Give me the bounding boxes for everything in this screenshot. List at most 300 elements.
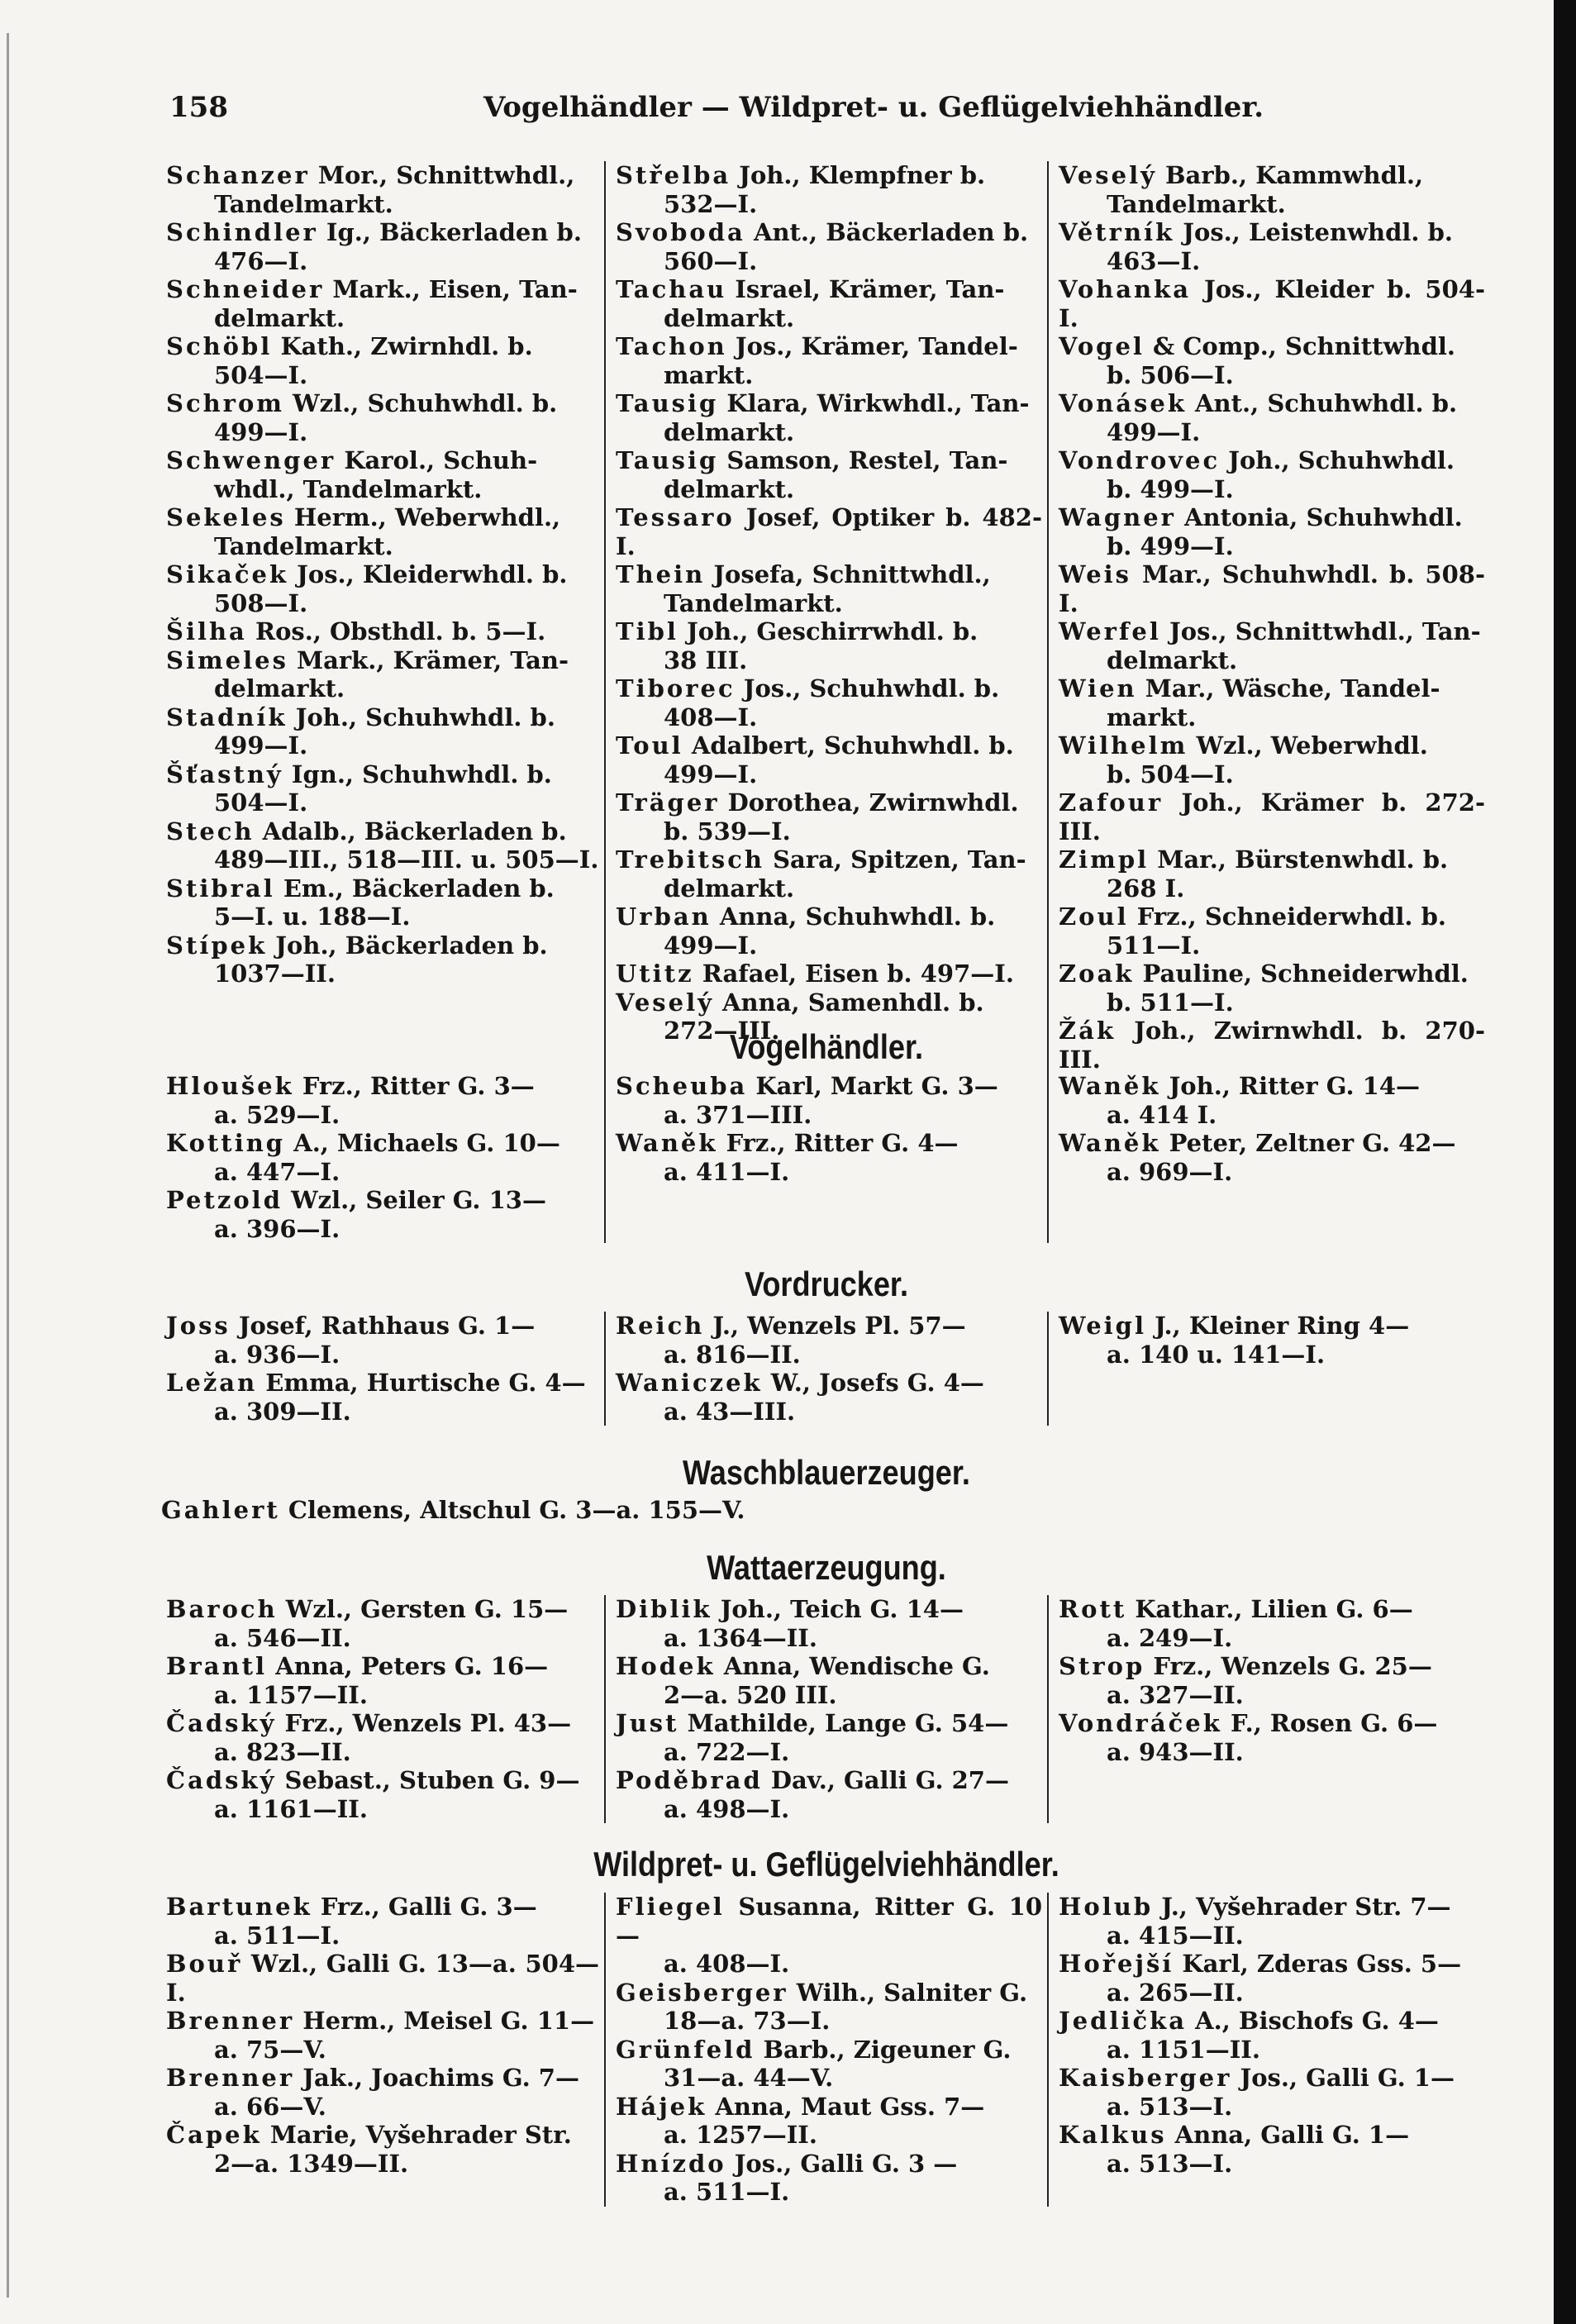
entry-detail: Peter, Zeltner G. 42— (1169, 1129, 1456, 1157)
directory-entry (616, 1312, 1042, 1369)
directory-entry (616, 1893, 1042, 1979)
waschblau-entry (161, 1496, 1492, 1524)
entry-name: Wagner (1059, 503, 1176, 531)
directory-entry (166, 446, 599, 503)
column-3 (1047, 161, 1490, 1074)
directory-entry (616, 560, 1042, 617)
column-1 (161, 1312, 604, 1426)
entry-name: Schwenger (166, 446, 336, 474)
directory-entry (1059, 560, 1485, 617)
entry-name: Strop (1059, 1652, 1145, 1680)
entry-detail: Em., Bäckerladen b. (283, 874, 555, 902)
entry-detail: Jos., Kleider b. 504-I. (1059, 275, 1485, 332)
directory-entry (166, 2007, 599, 2064)
directory-entry (166, 1950, 599, 2007)
entry-continuation: a. 75—V. (214, 2035, 326, 2064)
entry-name: Scheuba (616, 1072, 748, 1100)
column-3 (1047, 1893, 1490, 2207)
entry-detail: A., Michaels G. 10— (293, 1129, 560, 1157)
entry-name: Šťastný (166, 760, 283, 788)
entry-continuation: a. 411—I. (664, 1157, 790, 1186)
entry-detail: Adalbert, Schuhwhdl. b. (691, 731, 1014, 760)
entry-continuation: 511—I. (1107, 931, 1201, 960)
entry-detail: Barb., Kammwhdl., (1165, 161, 1424, 189)
entry-name: Stibral (166, 874, 275, 902)
directory-entry (166, 1369, 599, 1426)
entry-continuation: 408—I. (664, 702, 758, 731)
entry-detail: Joh., Krämer b. 272-III. (1059, 788, 1485, 845)
entry-detail: Frz., Schneiderwhdl. b. (1136, 902, 1447, 931)
entry-detail: J., Kleiner Ring 4— (1155, 1312, 1410, 1340)
entry-name: Kotting (166, 1129, 286, 1157)
entry-name: Joss (166, 1312, 231, 1340)
section-title-waschblau: Waschblauerzeuger. (683, 1453, 970, 1492)
entry-detail: Wzl., Seiler G. 13— (291, 1186, 546, 1214)
entry-detail: A., Bischofs G. 4— (1195, 2007, 1439, 2035)
entry-detail: Wzl., Weberwhdl. (1196, 731, 1428, 760)
entry-detail: Joh., Geschirrwhdl. b. (687, 617, 978, 645)
entry-detail: Susanna, Ritter G. 10— (616, 1893, 1042, 1950)
directory-entry (616, 845, 1042, 902)
entry-name: Tausig (616, 389, 719, 417)
entry-name: Vondrovec (1059, 446, 1221, 474)
entry-name: Brenner (166, 2064, 295, 2092)
entry-name: Stech (166, 817, 255, 845)
entry-continuation: 504—I. (214, 360, 308, 389)
entry-continuation: a. 513—I. (1107, 2092, 1233, 2121)
entry-continuation: 499—I. (1107, 417, 1201, 446)
entry-name: Tiborec (616, 674, 736, 702)
entry-detail: Ign., Schuhwhdl. b. (291, 760, 552, 788)
entry-continuation: a. 265—II. (1107, 1978, 1244, 2007)
entry-detail: Joh., Schuhwhdl. (1228, 446, 1455, 474)
entry-name: Tessaro (616, 503, 735, 531)
entry-detail: Dorothea, Zwirnwhdl. (727, 788, 1019, 817)
entry-name: Waněk (1059, 1129, 1161, 1157)
entry-name: Schneider (166, 275, 325, 303)
entry-continuation: delmarkt. (1107, 645, 1238, 674)
entry-continuation: b. 499—I. (1107, 474, 1234, 503)
entry-continuation: a. 43—III. (664, 1397, 796, 1426)
directory-entry (166, 1129, 599, 1186)
entry-detail: Ros., Obsthdl. b. 5—I. (255, 617, 546, 645)
directory-entry (166, 275, 599, 332)
entry-continuation: a. 249—I. (1107, 1623, 1233, 1652)
entry-name: Poděbrad (616, 1766, 763, 1794)
directory-entry (616, 674, 1042, 731)
entry-name: Střelba (616, 161, 731, 189)
entry-continuation: 2—a. 1349—II. (214, 2149, 409, 2178)
entry-continuation: Tandelmarkt. (214, 189, 393, 218)
entry-continuation: a. 936—I. (214, 1340, 340, 1369)
entry-continuation: b. 504—I. (1107, 760, 1234, 788)
directory-entry (166, 1766, 599, 1823)
entry-detail: Josef, Optiker b. 482-I. (616, 503, 1042, 560)
entry-detail: Ig., Bäckerladen b. (326, 218, 582, 246)
entry-name: Schanzer (166, 161, 310, 189)
entry-name: Geisberger (616, 1978, 788, 2007)
directory-entry (616, 1072, 1042, 1129)
entry-name: Bartunek (166, 1893, 312, 1921)
directory-entry (616, 218, 1042, 275)
page-spine-edge (7, 33, 9, 2298)
entry-continuation: b. 506—I. (1107, 360, 1234, 389)
entry-continuation: 268 I. (1107, 874, 1185, 902)
directory-entry (616, 1979, 1042, 2036)
directory-entry (1059, 1129, 1485, 1186)
entry-name: Fliegel (616, 1893, 725, 1921)
directory-entry (616, 1652, 1042, 1709)
entry-name: Čadský (166, 1766, 277, 1794)
entry-continuation: 31—a. 44—V. (664, 2064, 834, 2092)
entry-name: Waniczek (616, 1369, 763, 1397)
wildpret-columns (161, 1893, 1492, 2207)
directory-entry (166, 931, 599, 988)
directory-entry (1059, 1709, 1485, 1766)
directory-entry (616, 617, 1042, 674)
vogelhaendler-columns (161, 1072, 1492, 1243)
entry-continuation: a. 66—V. (214, 2092, 326, 2121)
entry-detail: Dav., Galli G. 27— (770, 1766, 1009, 1794)
entry-name: Werfel (1059, 617, 1161, 645)
entry-detail: Wilh., Salniter G. (796, 1978, 1028, 2007)
entry-continuation: 532—I. (664, 189, 758, 218)
directory-entry (1059, 218, 1485, 275)
entry-continuation: markt. (664, 360, 754, 389)
directory-entry (1059, 960, 1485, 1017)
entry-detail: Jos., Leistenwhdl. b. (1183, 218, 1453, 246)
entry-name: Veselý (616, 988, 714, 1017)
entry-detail: Frz., Ritter G. 3— (302, 1072, 535, 1100)
entry-continuation: 38 III. (664, 645, 748, 674)
entry-name: Hořejší (1059, 1950, 1174, 1978)
directory-entry (166, 1186, 599, 1243)
directory-entry (1059, 389, 1485, 446)
entry-detail: Sara, Spitzen, Tan- (773, 845, 1026, 874)
entry-name: Brenner (166, 2007, 295, 2035)
entry-continuation: a. 1151—II. (1107, 2035, 1260, 2064)
entry-detail: Anna, Wendische G. (723, 1652, 990, 1680)
entry-continuation: a. 816—II. (664, 1340, 801, 1369)
directory-entry (166, 2064, 599, 2121)
entry-continuation: 499—I. (214, 417, 308, 446)
entry-detail: Mar., Bürstenwhdl. b. (1157, 845, 1449, 874)
directory-entry (1059, 902, 1485, 960)
page-number: 158 (169, 91, 228, 124)
entry-detail: Emma, Hurtische G. 4— (265, 1369, 586, 1397)
entry-continuation: a. 408—I. (664, 1950, 790, 1978)
entry-continuation: delmarkt. (664, 874, 795, 902)
directory-entry (166, 161, 599, 218)
entry-name: Zoul (1059, 902, 1129, 931)
entry-continuation: 2—a. 520 III. (664, 1680, 837, 1709)
entry-detail: Joh., Schuhwhdl. b. (295, 702, 555, 731)
entry-name: Reich (616, 1312, 705, 1340)
entry-name: Vohanka (1059, 275, 1192, 303)
entry-continuation: a. 415—II. (1107, 1921, 1244, 1950)
entry-detail: Anna, Galli G. 1— (1174, 2121, 1410, 2149)
entry-detail: Anna, Samenhdl. b. (722, 988, 984, 1017)
entry-detail: Josef, Rathhaus G. 1— (238, 1312, 536, 1340)
running-title: Vogelhändler — Wildpret- u. Geflügelviehhändler. (483, 91, 1264, 124)
entry-continuation: b. 539—I. (664, 817, 791, 845)
directory-entry (1059, 1595, 1485, 1652)
entry-name: Grünfeld (616, 2035, 755, 2064)
entry-name: Just (616, 1709, 679, 1737)
directory-entry (1059, 845, 1485, 902)
entry-detail: Barb., Zigeuner G. (763, 2035, 1012, 2064)
directory-entry (166, 817, 599, 874)
directory-entry (616, 446, 1042, 503)
entry-name: Träger (616, 788, 720, 817)
entry-continuation: a. 309—II. (214, 1397, 351, 1426)
directory-entry (616, 1709, 1042, 1766)
directory-entry (166, 1709, 599, 1766)
entry-detail: Karl, Markt G. 3— (755, 1072, 998, 1100)
directory-entry (616, 2093, 1042, 2150)
entry-detail: Josefa, Schnittwhdl., (713, 560, 991, 588)
entry-name: Rott (1059, 1595, 1127, 1623)
entry-name: Větrník (1059, 218, 1175, 246)
directory-entry (166, 2121, 599, 2178)
entry-name: Tachau (616, 275, 727, 303)
entry-name: Čapek (166, 2121, 262, 2149)
section-title-wildpret: Wildpret- u. Geflügelviehhändler. (593, 1845, 1059, 1883)
entry-name: Vondráček (1059, 1709, 1222, 1737)
entry-detail: Joh., Ritter G. 14— (1169, 1072, 1421, 1100)
entry-name: Jedlička (1059, 2007, 1188, 2035)
entry-continuation: 476—I. (214, 246, 308, 275)
entry-continuation: a. 969—I. (1107, 1157, 1233, 1186)
entry-name: Holub (1059, 1893, 1154, 1921)
directory-entry (166, 703, 599, 760)
directory-entry (166, 1652, 599, 1709)
section-title-vordrucker: Vordrucker. (744, 1264, 909, 1303)
entry-name: Waněk (1059, 1072, 1161, 1100)
directory-entry (1059, 2064, 1485, 2121)
entry-continuation: a. 1257—II. (664, 2121, 817, 2149)
entry-detail: Adalb., Bäckerladen b. (262, 817, 567, 845)
directory-entry (616, 960, 1042, 988)
column-3 (1047, 1595, 1490, 1823)
entry-name: Hnízdo (616, 2149, 726, 2178)
entry-name: Gahlert (161, 1496, 280, 1524)
entry-detail: Jos., Kleiderwhdl. b. (297, 560, 568, 588)
entry-detail: Herm., Weberwhdl., (293, 503, 561, 531)
entry-detail: Jos., Schuhwhdl. b. (743, 674, 1000, 702)
directory-entry (166, 218, 599, 275)
directory-entry (166, 874, 599, 931)
entry-detail: Samson, Restel, Tan- (726, 446, 1008, 474)
section-title-vogelhaendler: Vogelhändler. (729, 1027, 924, 1066)
column-1 (161, 1072, 604, 1243)
entry-detail: Frz., Ritter G. 4— (726, 1129, 959, 1157)
entry-continuation: a. 371—III. (664, 1100, 812, 1129)
entry-name: Bouř (166, 1950, 243, 1978)
directory-entry (166, 389, 599, 446)
directory-entry (616, 161, 1042, 218)
directory-entry (1059, 674, 1485, 731)
entry-continuation: a. 823—II. (214, 1737, 351, 1766)
directory-entry (616, 2150, 1042, 2207)
directory-entry (1059, 446, 1485, 503)
entry-name: Tachon (616, 332, 727, 360)
entry-continuation: 499—I. (664, 760, 758, 788)
entry-detail: Mark., Krämer, Tan- (297, 645, 569, 674)
entry-continuation: Tandelmarkt. (664, 588, 843, 617)
directory-entry (166, 503, 599, 560)
directory-entry (166, 646, 599, 703)
entry-name: Stípek (166, 931, 268, 960)
entry-continuation: a. 498—I. (664, 1794, 790, 1823)
entry-detail: Joh., Teich G. 14— (720, 1595, 964, 1623)
entry-detail: Mark., Eisen, Tan- (332, 275, 578, 303)
entry-detail: Pauline, Schneiderwhdl. (1142, 960, 1469, 988)
column-2 (604, 1893, 1047, 2207)
entry-continuation: Tandelmarkt. (1107, 189, 1286, 218)
directory-entry (1059, 161, 1485, 218)
directory-entry (166, 760, 599, 817)
entry-detail: Mor., Schnittwhdl., (317, 161, 575, 189)
entry-continuation: a. 1157—II. (214, 1680, 368, 1709)
entry-continuation: 272—III. (664, 1017, 780, 1045)
entry-continuation: a. 327—II. (1107, 1680, 1244, 1709)
entry-detail: J., Wenzels Pl. 57— (712, 1312, 966, 1340)
entry-continuation: a. 140 u. 141—I. (1107, 1340, 1326, 1369)
directory-entry (1059, 332, 1485, 389)
entry-continuation: a. 396—I. (214, 1214, 340, 1243)
entry-detail: Wzl., Galli G. 13—a. 504—I. (166, 1950, 599, 2007)
entry-continuation: delmarkt. (664, 474, 795, 503)
entry-detail: Wzl., Schuhwhdl. b. (293, 389, 558, 417)
column-1 (161, 161, 604, 1074)
entry-name: Petzold (166, 1186, 283, 1214)
entry-detail: Antonia, Schuhwhdl. (1184, 503, 1463, 531)
entry-name: Toul (616, 731, 683, 760)
entry-name: Schrom (166, 389, 284, 417)
column-2 (604, 1312, 1047, 1426)
entry-detail: Kathar., Lilien G. 6— (1135, 1595, 1413, 1623)
entry-detail: J., Vyšehrader Str. 7— (1161, 1893, 1451, 1921)
entry-continuation: 489—III., 518—III. u. 505—I. (214, 845, 599, 874)
entry-name: Sikaček (166, 560, 289, 588)
page-header (169, 91, 1492, 132)
entry-detail: Joh., Bäckerladen b. (275, 931, 548, 960)
directory-entry (166, 332, 599, 389)
entry-detail: Anna, Schuhwhdl. b. (719, 902, 996, 931)
entry-name: Wien (1059, 674, 1137, 702)
directory-entry (166, 1072, 599, 1129)
watta-columns (161, 1595, 1492, 1823)
entry-detail: Marie, Vyšehrader Str. (269, 2121, 572, 2149)
entry-detail: Anna, Maut Gss. 7— (715, 2092, 985, 2121)
entry-continuation: b. 511—I. (1107, 988, 1234, 1017)
entry-continuation: delmarkt. (664, 417, 795, 446)
entry-detail: F., Rosen G. 6— (1230, 1709, 1438, 1737)
entry-name: Hájek (616, 2092, 707, 2121)
entry-name: Hloušek (166, 1072, 294, 1100)
entry-name: Wilhelm (1059, 731, 1188, 760)
entry-detail: Clemens, Altschul G. 3—a. 155—V. (288, 1496, 745, 1524)
entry-name: Žák (1059, 1017, 1117, 1045)
entry-name: Thein (616, 560, 706, 588)
directory-entry (616, 731, 1042, 788)
directory-entry (1059, 617, 1485, 674)
entry-continuation: whdl., Tandelmarkt. (214, 474, 483, 503)
entry-continuation: delmarkt. (214, 303, 345, 332)
entry-name: Tibl (616, 617, 678, 645)
entry-continuation: a. 1364—II. (664, 1623, 817, 1652)
entry-detail: Israel, Krämer, Tan- (735, 275, 1005, 303)
entry-detail: Joh., Klempfner b. (739, 161, 986, 189)
directory-entry (616, 1129, 1042, 1186)
directory-entry (1059, 1652, 1485, 1709)
entry-name: Svoboda (616, 218, 745, 246)
directory-entry (1059, 1893, 1485, 1950)
entry-name: Kalkus (1059, 2121, 1167, 2149)
directory-entry (616, 1766, 1042, 1823)
entry-continuation: 499—I. (214, 731, 308, 760)
entry-continuation: a. 546—II. (214, 1623, 351, 1652)
entry-continuation: a. 722—I. (664, 1737, 790, 1766)
directory-entry (1059, 1072, 1485, 1129)
directory-entry (616, 1595, 1042, 1652)
entry-name: Diblik (616, 1595, 712, 1623)
directory-entry (1059, 503, 1485, 560)
entry-continuation: 18—a. 73—I. (664, 2007, 831, 2035)
entry-continuation: a. 529—I. (214, 1100, 340, 1129)
entry-name: Schöbl (166, 332, 273, 360)
entry-name: Brantl (166, 1652, 268, 1680)
directory-entry (166, 1595, 599, 1652)
directory-entry (616, 332, 1042, 389)
entry-name: Kaisberger (1059, 2064, 1232, 2092)
entry-continuation: a. 943—II. (1107, 1737, 1244, 1766)
entry-continuation: a. 513—I. (1107, 2149, 1233, 2178)
directory-entry (616, 275, 1042, 332)
entry-continuation: markt. (1107, 702, 1197, 731)
entry-detail: Jos., Krämer, Tandel- (735, 332, 1018, 360)
entry-name: Vogel (1059, 332, 1145, 360)
entry-detail: Ant., Bäckerladen b. (753, 218, 1029, 246)
entry-detail: Jak., Joachims G. 7— (302, 2064, 579, 2092)
directory-entry (1059, 1312, 1485, 1369)
entry-name: Baroch (166, 1595, 278, 1623)
entry-continuation: 504—I. (214, 788, 308, 817)
entry-continuation: a. 511—I. (214, 1921, 340, 1950)
entry-name: Vonásek (1059, 389, 1187, 417)
directory-entry (1059, 788, 1485, 845)
directory-entry (616, 503, 1042, 560)
entry-continuation: 560—I. (664, 246, 758, 275)
entry-name: Weis (1059, 560, 1131, 588)
directory-entry (1059, 275, 1485, 332)
entry-continuation: 463—I. (1107, 246, 1201, 275)
entry-name: Šilha (166, 617, 247, 645)
column-3 (1047, 1072, 1490, 1243)
entry-detail: Mar., Wäsche, Tandel- (1145, 674, 1440, 702)
column-2 (604, 161, 1047, 1074)
entry-detail: & Comp., Schnittwhdl. (1153, 332, 1456, 360)
entry-name: Tausig (616, 446, 719, 474)
top-columns (161, 161, 1492, 1074)
entry-detail: Jos., Galli G. 3 — (734, 2149, 958, 2178)
entry-continuation: b. 499—I. (1107, 531, 1234, 560)
entry-detail: Klara, Wirkwhdl., Tan- (726, 389, 1030, 417)
entry-detail: Frz., Wenzels G. 25— (1153, 1652, 1432, 1680)
entry-name: Čadský (166, 1709, 277, 1737)
entry-detail: Jos., Galli G. 1— (1240, 2064, 1455, 2092)
